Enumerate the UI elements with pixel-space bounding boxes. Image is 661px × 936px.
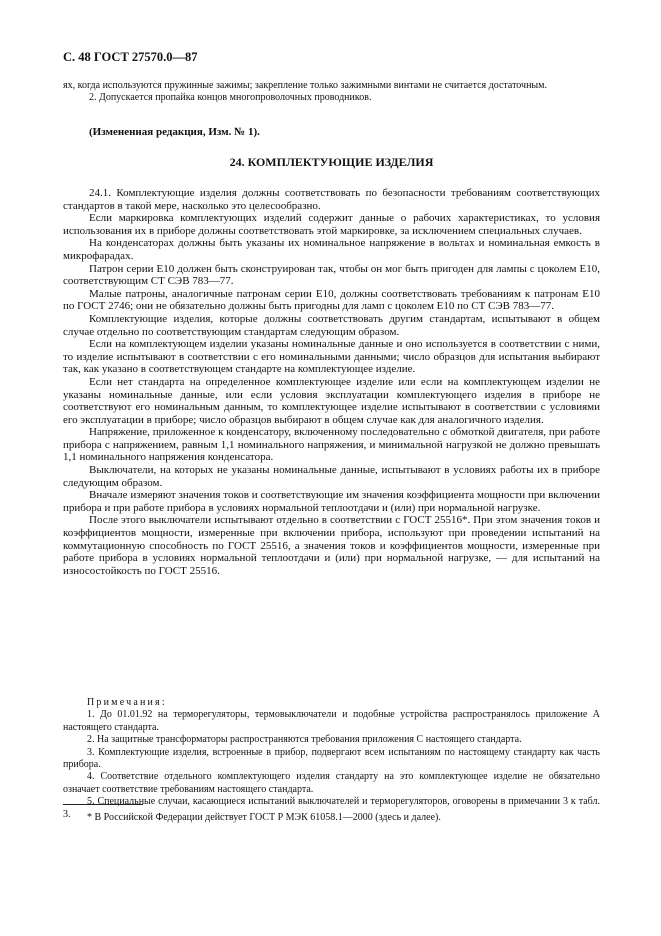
intro-block: [63, 80, 600, 105]
footnote-block: [63, 812, 600, 824]
paragraph: Комплектующие изделия, которые должны соответствовать другим стандартам, испытывают в общем случае отдельно по соответствующим стандартам следующим образом.: [63, 312, 600, 338]
footnote: * В Российской Федерации действует ГОСТ Р МЭК 61058.1—2000 (здесь и далее).: [87, 812, 441, 823]
paragraph: На конденсаторах должны быть указаны их номинальное напряжение в вольтах и номинальная емкость в микрофарадах.: [63, 237, 600, 262]
note-item: 5. Специальные случаи, касающиеся испытаний выключателей и терморегуляторов, оговорены в примечании 3 к табл. 3.: [63, 796, 600, 820]
section-title: 24. КОМПЛЕКТУЮЩИЕ ИЗДЕЛИЯ: [229, 155, 434, 169]
section-body: [63, 187, 600, 577]
paragraph: Если на комплектующем изделии указаны номинальные данные и оно используется в соответствии с ними, то изделие испытывают в соответствии с его номинальными данными; число образцов для испытания выбирают так, как указано в соответствующем стандарте на комплектующее изделие.: [63, 338, 600, 376]
footnote-divider: [63, 804, 143, 805]
paragraph: Выключатели, на которых не указаны номинальные данные, испытывают в условиях работы их в приборе следующим образом.: [63, 464, 600, 489]
paragraph: Если маркировка комплектующих изделий содержит данные о рабочих характеристиках, то условия использования их в приборе должны соответствовать этой маркировке, за исключением специальных случаев.: [63, 212, 600, 237]
intro-item-2: 2. Допускается пропайка концов многопроволочных проводников.: [89, 92, 372, 104]
paragraph: Малые патроны, аналогичные патронам серии Е10, должны соответствовать требованиям к патронам Е10 по ГОСТ 2746; они не обязательно должны быть пригодны для ламп с цоколем Е10 по СТ СЭВ 783—77.: [63, 287, 600, 313]
edit-note: (Измененная редакция, Изм. № 1).: [89, 126, 260, 138]
paragraph: 24.1. Комплектующие изделия должны соответствовать по безопасности требованиям соответствующих стандартов в такой мере, насколько это целесообразно.: [63, 187, 600, 212]
note-item: 3. Комплектующие изделия, встроенные в прибор, подвергают всем испытаниям по настоящему стандарту как часть прибора.: [63, 746, 600, 771]
note-item: 4. Соответствие отдельного комплектующего изделия стандарту на это комплектующее изделие не обязательно означает соответствие требованиям настоящего стандарта.: [63, 771, 600, 795]
note-item: 1. До 01.01.92 на терморегуляторы, термовыключатели и подобные устройства распространялось приложение А настоящего стандарта.: [63, 709, 600, 733]
paragraph: Вначале измеряют значения токов и соответствующие им значения коэффициента мощности при включении прибора и при работе прибора в условиях нормальной теплоотдачи и (или) при нормальной нагрузке.: [63, 489, 600, 514]
intro-continuation: ях, когда используются пружинные зажимы; закрепление только зажимными винтами не считается достаточным.: [63, 80, 547, 91]
paragraph: Напряжение, приложенное к конденсатору, включенному последовательно с обмоткой двигателя, при работе прибора с напряжением, равным 1,1 номинального напряжения, и минимальной нагрузкой не должно превышать 1,1 номинального напряжения конденсатора.: [63, 426, 600, 464]
page-header: С. 48 ГОСТ 27570.0—87: [63, 50, 198, 64]
paragraph: После этого выключатели испытывают отдельно в соответствии с ГОСТ 25516*. При этом значения токов и коэффициентов мощности, измеренные при включении прибора, используют при проведении испытаний на коммутационную способность по ГОСТ 25516, а значения токов и коэффициентов мощности, измеренные при работе прибора в условиях нормальной теплоотдачи и (или) при нормальной нагрузке, — для испытаний на износостойкость по ГОСТ 25516.: [63, 514, 600, 577]
note-item: 2. На защитные трансформаторы распространяются требования приложения С настоящего стандарта.: [87, 734, 522, 746]
notes-title: Примечания:: [87, 697, 167, 708]
paragraph: Если нет стандарта на определенное комплектующее изделие или если на комплектующем изделии не указаны номинальные данные, или если условия эксплуатации комплектующего изделия в приборе не соответствуют его номинальным данным, то комплектующее изделие испытывают в соответствии с условиями его эксплуатации в приборе; число образцов выбирают в общем случае как для аналогичного изделия.: [63, 375, 600, 426]
notes-block: [63, 697, 600, 821]
paragraph: Патрон серии Е10 должен быть сконструирован так, чтобы он мог быть пригоден для лампы с цоколем Е10, соответствующим СТ СЭВ 783—77.: [63, 262, 600, 288]
